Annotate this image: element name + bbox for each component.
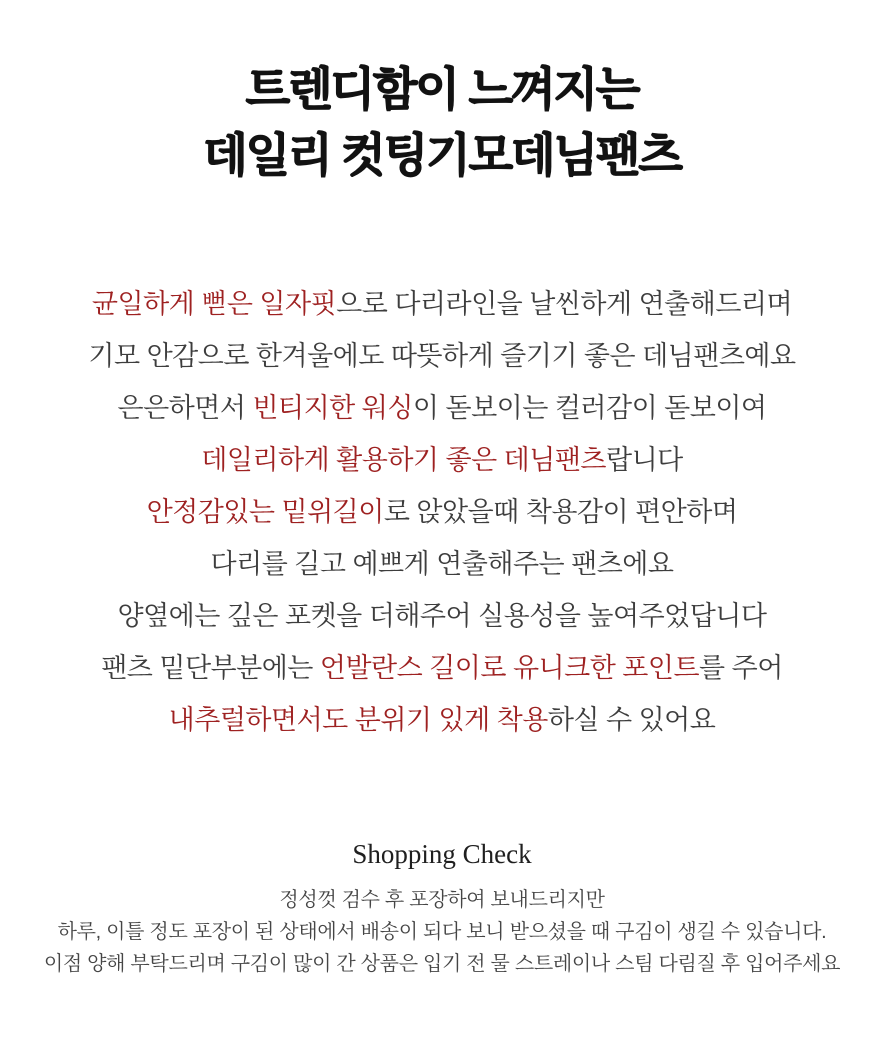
description-text: 양옆에는 깊은 포켓을 더해주어 실용성을 높여주었답니다 [117,601,767,631]
description-emphasis-text: 안정감있는 밑위길이 [146,497,384,527]
page-title-line-1: 트렌디함이 느껴지는 [245,63,639,115]
description-emphasis-text: 데일리하게 활용하기 좋은 데님팬츠 [201,445,606,475]
shopping-check-line: 이점 양해 부탁드리며 구김이 많이 간 상품은 입기 전 물 스트레이나 스팀 다림질 후 입어주세요 [43,953,841,975]
description-text: 를 주어 [699,653,783,683]
description-emphasis-text: 내추럴하면서도 분위기 있게 착용 [168,705,548,735]
description-text: 로 앉았을때 착용감이 편안하며 [383,497,738,527]
shopping-check-line: 하루, 이틀 정도 포장이 된 상태에서 배송이 되다 보니 받으셨을 때 구김이 생길 수 있습니다. [57,921,827,943]
description-text: 팬츠 밑단부분에는 [101,653,320,683]
product-description-text [0,278,884,746]
description-line [0,382,884,434]
description-line [0,590,884,642]
description-text: 다리를 길고 예쁘게 연출해주는 팬츠에요 [210,549,674,579]
description-text: 하실 수 있어요 [547,705,716,735]
description-line [0,538,884,590]
description-text: 은은하면서 [117,393,253,423]
description-text: 이 돋보이는 컬러감이 돋보이여 [412,393,767,423]
description-line [0,642,884,694]
description-line [0,694,884,746]
shopping-check-notice [0,884,884,980]
shopping-check-heading: Shopping Check [352,839,532,869]
description-line [0,278,884,330]
description-text: 랍니다 [605,445,683,475]
description-text: 기모 안감으로 한겨울에도 따뜻하게 즐기기 좋은 데님팬츠예요 [88,341,796,371]
page-title [0,0,884,188]
page-title-line-2: 데일리 컷팅기모데님팬츠 [203,129,681,181]
description-emphasis-text: 빈티지한 워싱 [252,393,413,423]
description-text: 으로 다리라인을 날씬하게 연출해드리며 [336,289,793,319]
description-emphasis-text: 균일하게 뻗은 일자핏 [91,289,337,319]
shopping-check-line: 정성껏 검수 후 포장하여 보내드리지만 [279,889,605,911]
description-line [0,330,884,382]
description-line [0,486,884,538]
description-line [0,434,884,486]
description-emphasis-text: 언발란스 길이로 유니크한 포인트 [319,653,700,683]
